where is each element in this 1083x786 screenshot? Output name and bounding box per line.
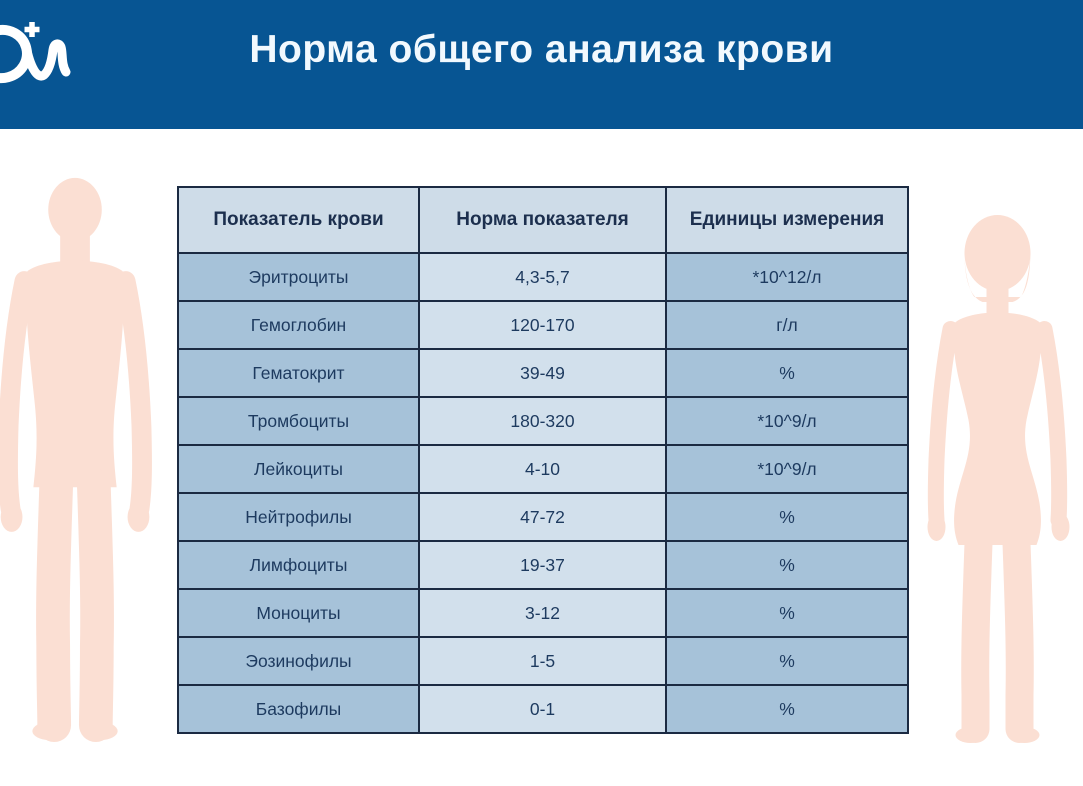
unit-cell: %	[666, 685, 908, 733]
indicator-cell: Эритроциты	[178, 253, 419, 301]
column-header-unit: Единицы измерения	[666, 187, 908, 253]
column-header-indicator: Показатель крови	[178, 187, 419, 253]
norm-cell: 4-10	[419, 445, 666, 493]
norm-cell: 39-49	[419, 349, 666, 397]
table-row	[178, 397, 908, 445]
norm-cell: 47-72	[419, 493, 666, 541]
unit-cell: *10^12/л	[666, 253, 908, 301]
norm-cell: 1-5	[419, 637, 666, 685]
norm-cell: 3-12	[419, 589, 666, 637]
column-header-norm: Норма показателя	[419, 187, 666, 253]
indicator-cell: Лейкоциты	[178, 445, 419, 493]
top-banner	[0, 0, 1083, 129]
table-row	[178, 637, 908, 685]
norm-cell: 4,3-5,7	[419, 253, 666, 301]
norm-cell: 19-37	[419, 541, 666, 589]
blood-test-table	[177, 186, 909, 734]
table-row	[178, 493, 908, 541]
indicator-cell: Нейтрофилы	[178, 493, 419, 541]
unit-cell: *10^9/л	[666, 397, 908, 445]
table-row	[178, 253, 908, 301]
page-title: Норма общего анализа крови	[249, 28, 834, 71]
indicator-cell: Гемоглобин	[178, 301, 419, 349]
unit-cell: %	[666, 493, 908, 541]
table-row	[178, 541, 908, 589]
female-body-silhouette	[912, 205, 1083, 745]
indicator-cell: Тромбоциты	[178, 397, 419, 445]
table-row	[178, 349, 908, 397]
male-body-silhouette	[0, 170, 160, 745]
unit-cell: %	[666, 589, 908, 637]
norm-cell: 120-170	[419, 301, 666, 349]
indicator-cell: Лимфоциты	[178, 541, 419, 589]
unit-cell: г/л	[666, 301, 908, 349]
unit-cell: %	[666, 349, 908, 397]
indicator-cell: Базофилы	[178, 685, 419, 733]
table-row	[178, 685, 908, 733]
indicator-cell: Эозинофилы	[178, 637, 419, 685]
unit-cell: %	[666, 637, 908, 685]
unit-cell: %	[666, 541, 908, 589]
table-row	[178, 445, 908, 493]
norm-cell: 0-1	[419, 685, 666, 733]
table-row	[178, 589, 908, 637]
unit-cell: *10^9/л	[666, 445, 908, 493]
indicator-cell: Моноциты	[178, 589, 419, 637]
table-header-row	[178, 187, 908, 253]
norm-cell: 180-320	[419, 397, 666, 445]
table-row	[178, 301, 908, 349]
indicator-cell: Гематокрит	[178, 349, 419, 397]
table-body	[178, 253, 908, 733]
